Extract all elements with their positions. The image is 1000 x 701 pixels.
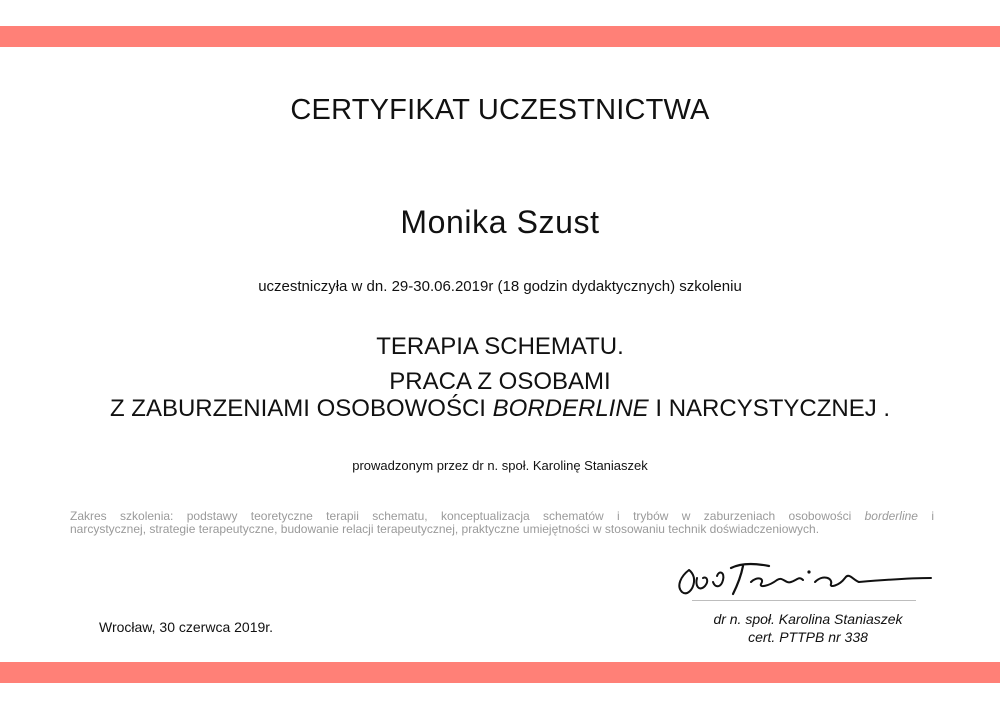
participation-text: uczestniczyła w dn. 29-30.06.2019r (18 godzin dydaktycznych) szkoleniu [258,278,742,295]
signer-block [640,610,976,646]
handwritten-signature [673,556,935,602]
training-scope [70,510,934,536]
training-scope-line-2: narcystycznej, strategie terapeutyczne, budowanie relacji terapeutycznej, praktyczne umiejętności w stosowaniu technik doświadczeniowych. [70,522,820,536]
scope-borderline: borderline [864,509,918,523]
scope-line-1-end: i [917,509,935,523]
course-title-line-3 [0,394,1000,424]
course-title-line-3-start: Z ZABURZENIAMI OSOBOWOŚCI [109,395,493,422]
course-title-line-1: TERAPIA SCHEMATU. [376,333,624,360]
participant-name: Monika Szust [400,204,600,240]
conducted-by-text: prowadzonym przez dr n. społ. Karolinę Staniaszek [352,458,648,473]
course-title-line-3-end: I NARCYSTYCZNEJ . [648,395,891,422]
place-and-date: Wrocław, 30 czerwca 2019r. [99,619,274,635]
course-title-line-2: PRACA Z OSOBAMI [389,368,611,395]
scope-line-1-start: Zakres szkolenia: podstawy teoretyczne terapii schematu, konceptualizacja schematów i trybów w zaburzeniach osobowości [70,509,865,523]
course-title-borderline: BORDERLINE [492,395,649,422]
top-accent-band [0,26,1000,47]
signer-name: dr n. społ. Karolina Staniaszek [713,611,903,627]
signer-certificate: cert. PTTPB nr 338 [748,629,868,645]
bottom-accent-band [0,662,1000,683]
signature-line [692,600,916,601]
certificate-title: CERTYFIKAT UCZESTNICTWA [290,94,710,126]
